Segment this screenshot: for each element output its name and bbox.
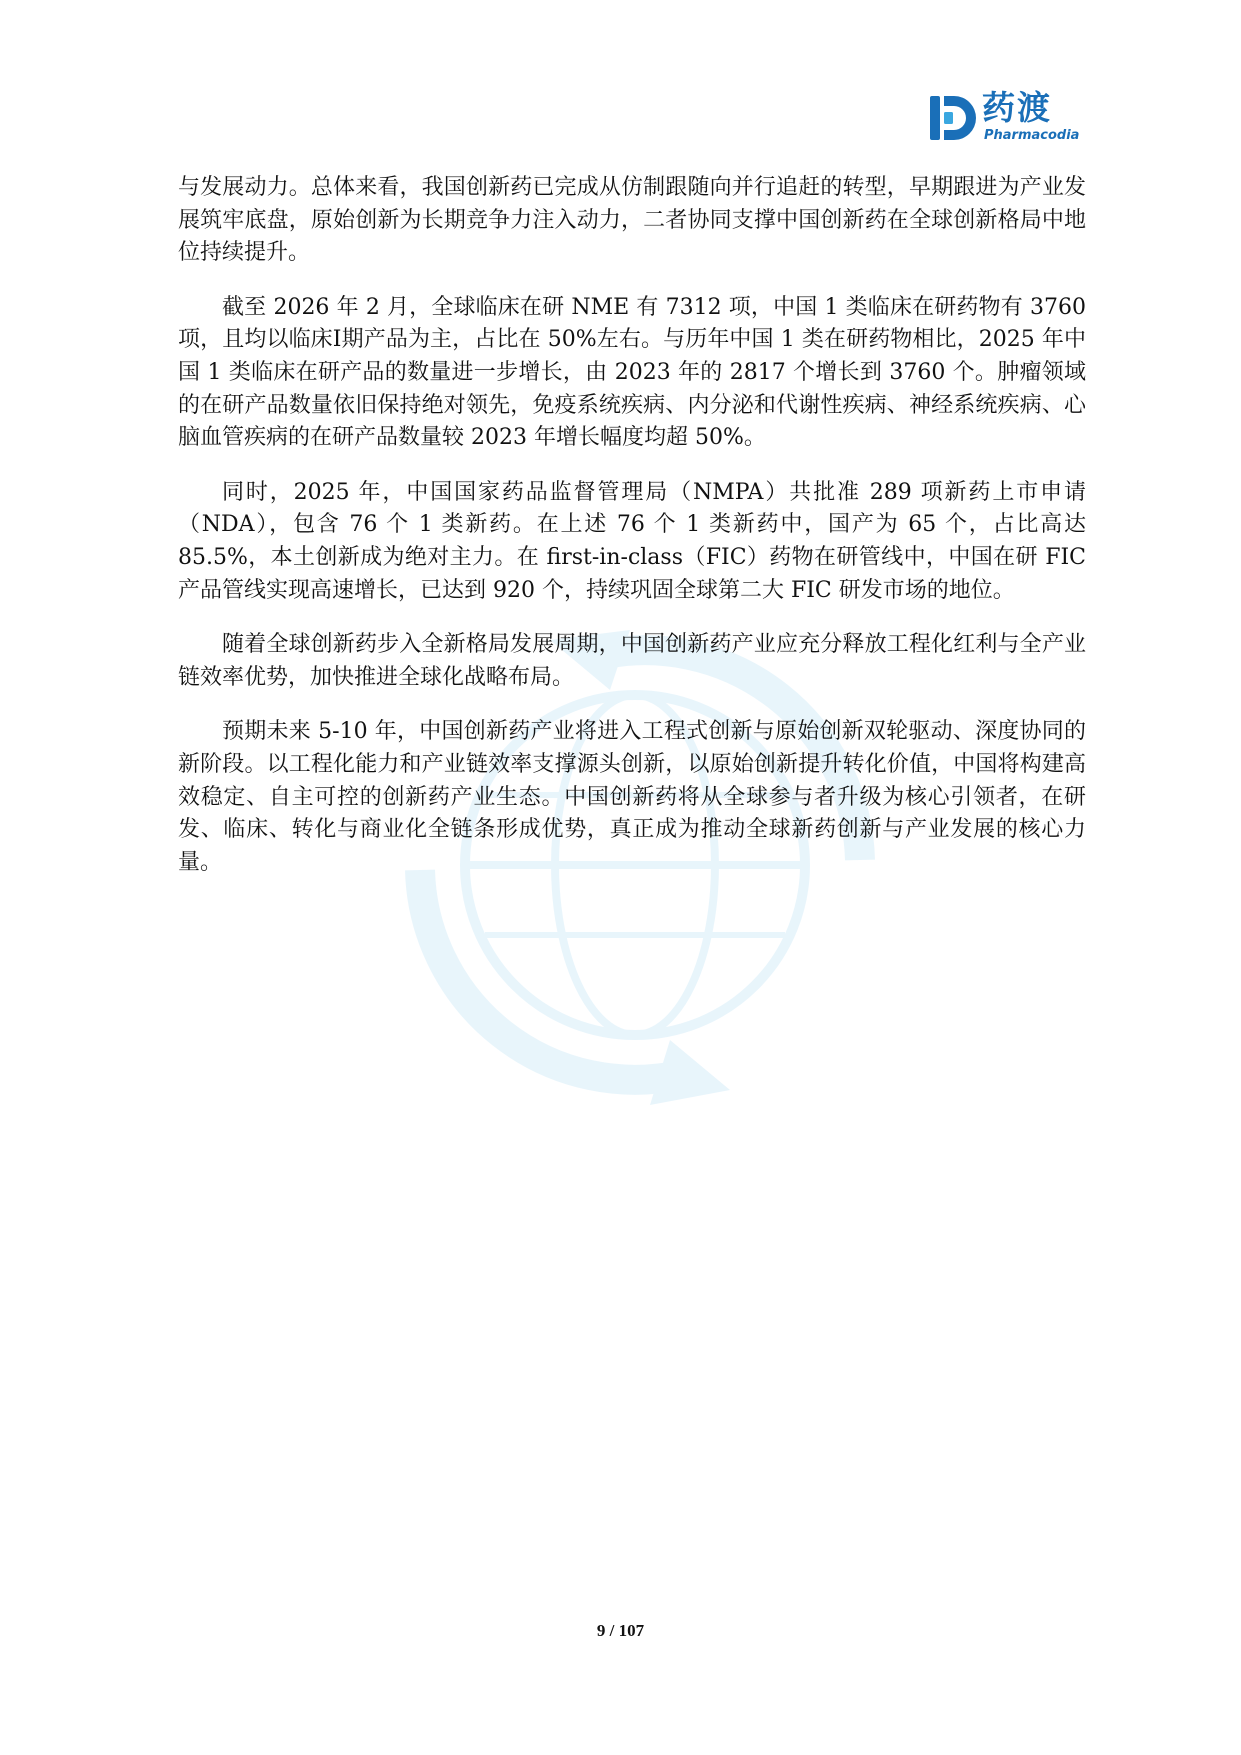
- page-number: 9 / 107: [596, 1621, 645, 1640]
- paragraph-2: 截至 2026 年 2 月，全球临床在研 NME 有 7312 项，中国 1 类临床在研药物有 3760 项，且均以临床Ⅰ期产品为主，占比在 50%左右。与历年中国 1 类在研药物相比，2025 年中国 1 类临床在研产品的数量进一步增长，由 2023 年的 2817 个增长到 3760 个。肿瘤领域的在研产品数量依旧保持绝对领先，免疫系统疾病、内分泌和代谢性疾病、神经系统疾病、心脑血管疾病的在研产品数量较 2023 年增长幅度均超 50%。: [178, 294, 1086, 451]
- paragraph-4: 随着全球创新药步入全新格局发展周期，中国创新药产业应充分释放工程化红利与全产业链效率优势，加快推进全球化战略布局。: [178, 632, 1086, 690]
- pharmacodia-logo: [928, 88, 1078, 150]
- paragraph-5: 预期未来 5-10 年，中国创新药产业将进入工程式创新与原始创新双轮驱动、深度协同的新阶段。以工程化能力和产业链效率支撑源头创新，以原始创新提升转化价值，中国将构建高效稳定、自主可控的创新药产业生态。中国创新药将从全球参与者升级为核心引领者，在研发、临床、转化与商业化全链条形成优势，真正成为推动全球新药创新与产业发展的核心力量。: [178, 719, 1086, 875]
- logo-chinese-text: 药渡: [982, 88, 1052, 127]
- logo-english-text: Pharmacodia: [984, 128, 1080, 143]
- paragraph-1: 与发展动力。总体来看，我国创新药已完成从仿制跟随向并行追赶的转型，早期跟进为产业发展筑牢底盘，原始创新为长期竞争力注入动力，二者协同支撑中国创新药在全球创新格局中地位持续提升。: [178, 175, 1086, 266]
- body-text: [178, 172, 1086, 901]
- pharmacodia-logo-icon: [928, 92, 976, 144]
- paragraph-3: 同时，2025 年，中国国家药品监督管理局（NMPA）共批准 289 项新药上市申请（NDA），包含 76 个 1 类新药。在上述 76 个 1 类新药中，国产为 65 个，占比高达 85.5%，本土创新成为绝对主力。在 first-in-class（FIC）药物在研管线中，中国在研 FIC 产品管线实现高速增长，已达到 920 个，持续巩固全球第二大 FIC 研发市场的地位。: [178, 479, 1086, 603]
